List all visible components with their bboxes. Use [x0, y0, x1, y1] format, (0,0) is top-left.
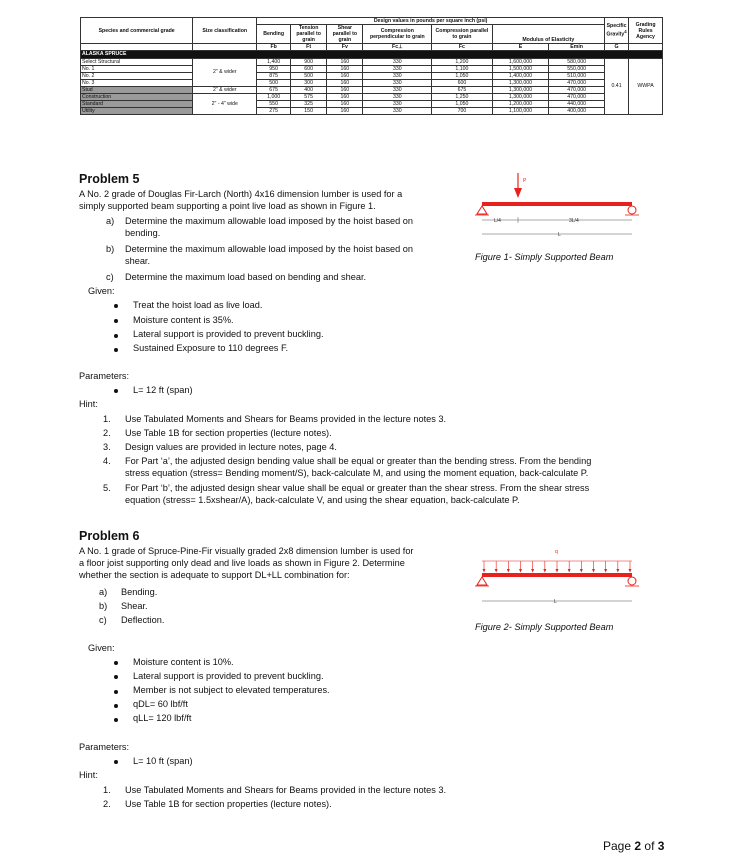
value-cell-fcp: 330: [363, 94, 432, 101]
problem6-given-4: qDL= 60 lbf/ft: [133, 699, 188, 709]
value-cell-emin: 470,000: [549, 79, 605, 86]
distributed-load-arrows: [483, 561, 632, 573]
load-arrow-icon: [543, 569, 546, 573]
value-cell-emin: 580,000: [549, 58, 605, 65]
value-cell-fv: 160: [327, 65, 363, 72]
col-size-header: Size classification: [193, 18, 257, 44]
problem6-hint: Hint:: [79, 770, 98, 780]
grade-cell: Utility: [81, 108, 193, 115]
3l4-label: 3L/4: [569, 218, 579, 224]
figure2-beam-diagram: [470, 543, 650, 621]
figure1-beam-diagram: [470, 168, 650, 250]
value-cell-fv: 160: [327, 58, 363, 65]
grade-cell: Standard: [81, 101, 193, 108]
bullet: [114, 348, 118, 352]
agency-cell: WWPA: [629, 58, 663, 115]
value-cell-ft: 150: [291, 108, 327, 115]
problem6-title: Problem 6: [79, 529, 140, 543]
roller-support-icon: [628, 206, 636, 214]
sym-header: [81, 44, 193, 51]
value-cell-e: 1,100,000: [492, 108, 549, 115]
value-cell-fcp: 330: [363, 79, 432, 86]
load-arrow-icon: [604, 569, 607, 573]
load-arrow-icon: [483, 569, 486, 573]
sym-g: G: [604, 44, 628, 51]
problem5-hint-5: For Part ‘b’, the adjusted design shear value shall be equal or greater than the shear stress. From the shear stress equation (stress= 1.5xshear/A), back-calculate V, and using the shear equation, back-calculate P.: [125, 483, 590, 506]
hint-marker: 1.: [103, 785, 111, 795]
problem5-given-1: Treat the hoist load as live load.: [133, 300, 263, 310]
col-agency-header: Grading Rules Agency: [629, 18, 663, 44]
value-cell-e: 1,400,000: [492, 72, 549, 79]
value-cell-fc: 1,250: [432, 94, 492, 101]
table-row: [81, 86, 663, 93]
figure2-caption: Figure 2- Simply Supported Beam: [475, 622, 614, 632]
value-cell-fb: 275: [257, 108, 291, 115]
pin-support-icon: [477, 577, 487, 585]
hint-marker: 2.: [103, 428, 111, 438]
load-arrow-icon: [495, 569, 498, 573]
size-cell: 2" - 4" wide: [193, 94, 257, 115]
load-arrow-icon: [580, 569, 583, 573]
problem6-hint-1: Use Tabulated Moments and Shears for Beams provided in the lecture notes 3.: [125, 785, 447, 795]
table-row: [81, 58, 663, 65]
size-cell: 2" & wider: [193, 86, 257, 93]
sym-fc: Fc: [432, 44, 492, 51]
value-cell-fv: 160: [327, 79, 363, 86]
figure1-caption: Figure 1- Simply Supported Beam: [475, 252, 614, 262]
value-cell-emin: 400,000: [549, 108, 605, 115]
value-cell-fb: 500: [257, 79, 291, 86]
value-cell-e: 1,600,000: [492, 58, 549, 65]
load-arrow-icon: [519, 569, 522, 573]
roller-support-icon: [628, 577, 636, 585]
value-cell-fv: 160: [327, 108, 363, 115]
value-cell-fc: 675: [432, 86, 492, 93]
hint-marker: 4.: [103, 456, 111, 466]
problem5-c-marker: c): [106, 272, 114, 282]
problem5-b-text: Determine the maximum allowable load imposed by the hoist based on shear.: [125, 244, 414, 267]
problem5-parameters: Parameters:: [79, 371, 130, 381]
table-row: [81, 79, 663, 86]
design-values-header: Design values in pounds per square inch (psi): [257, 18, 605, 25]
sym-fb: Fb: [257, 44, 291, 51]
load-arrow-icon: [556, 569, 559, 573]
bullet: [114, 718, 118, 722]
problem5-a-text: Determine the maximum allowable load imposed by the hoist based on bending.: [125, 216, 414, 239]
problem6-intro: A No. 1 grade of Spruce-Pine-Fir visually graded 2x8 dimension lumber is used for a floor joist supporting only dead and live loads as shown in Figure 2. Determine whether the section is adequate to support DL+LL combination for:: [79, 546, 414, 581]
load-arrow-icon: [531, 569, 534, 573]
grade-cell: Construction: [81, 94, 193, 101]
value-cell-fb: 950: [257, 65, 291, 72]
value-cell-fb: 1,000: [257, 94, 291, 101]
value-cell-e: 1,500,000: [492, 65, 549, 72]
col-tension-header: Tension parallel to grain: [291, 25, 327, 44]
col-comp-perp-header: Compression perpendicular to grain: [363, 25, 432, 44]
value-cell-fc: 1,050: [432, 72, 492, 79]
value-cell-fb: 875: [257, 72, 291, 79]
problem6-given-2: Lateral support is provided to prevent buckling.: [133, 671, 324, 681]
problem6-given-1: Moisture content is 10%.: [133, 657, 234, 667]
problem6-a-marker: a): [99, 587, 108, 597]
load-q-label: q: [555, 549, 558, 555]
load-arrow-icon: [629, 569, 632, 573]
problem6-b-text: Shear.: [121, 601, 148, 611]
value-cell-e: 1,300,000: [492, 79, 549, 86]
bullet: [114, 675, 118, 679]
load-arrow-icon: [592, 569, 595, 573]
value-cell-fc: 600: [432, 79, 492, 86]
value-cell-fcp: 330: [363, 101, 432, 108]
problem6-c-text: Deflection.: [121, 615, 165, 625]
problem6-parameters: Parameters:: [79, 742, 130, 752]
problem5-hint-2: Use Table 1B for section properties (lecture notes).: [125, 428, 332, 438]
beam: [482, 573, 632, 577]
problem5-given-4: Sustained Exposure to 110 degrees F.: [133, 343, 289, 353]
point-load-arrow-icon: [514, 188, 522, 198]
problem5-title: Problem 5: [79, 172, 140, 186]
table-row: [81, 101, 663, 108]
value-cell-e: 1,300,000: [492, 86, 549, 93]
value-cell-fv: 160: [327, 86, 363, 93]
table-row: [81, 72, 663, 79]
problem5-given-2: Moisture content is 35%.: [133, 315, 234, 325]
value-cell-fv: 160: [327, 94, 363, 101]
bullet: [114, 661, 118, 665]
value-cell-emin: 470,000: [549, 94, 605, 101]
bullet: [114, 334, 118, 338]
value-cell-emin: 470,000: [549, 86, 605, 93]
bullet: [114, 704, 118, 708]
bullet: [114, 389, 118, 393]
value-cell-fc: 1,100: [432, 65, 492, 72]
value-cell-fcp: 330: [363, 72, 432, 79]
grade-cell: No. 3: [81, 79, 193, 86]
problem6-param-span: L= 10 ft (span): [133, 756, 193, 766]
grade-cell: Stud: [81, 86, 193, 93]
col-moe-header: Modulus of Elasticity: [492, 25, 604, 44]
size-cell: 2" & wider: [193, 58, 257, 86]
problem6-given-5: qLL= 120 lbf/ft: [133, 713, 192, 723]
value-cell-emin: 550,000: [549, 65, 605, 72]
l4-label: L/4: [494, 218, 501, 224]
sym-fv: Fv: [327, 44, 363, 51]
problem6-a-text: Bending.: [121, 587, 158, 597]
value-cell-emin: 440,000: [549, 101, 605, 108]
problem5-given-3: Lateral support is provided to prevent buckling.: [133, 329, 324, 339]
hint-marker: 2.: [103, 799, 111, 809]
specific-gravity-cell: 0.41: [604, 58, 628, 115]
problem5-param-span: L= 12 ft (span): [133, 385, 193, 395]
problem5-hint-1: Use Tabulated Moments and Shears for Beams provided in the lecture notes 3.: [125, 414, 447, 424]
value-cell-fc: 1,200: [432, 58, 492, 65]
bullet: [114, 760, 118, 764]
page-number: Page 2 of 3: [603, 839, 665, 853]
table-row: [81, 94, 663, 101]
value-cell-ft: 900: [291, 58, 327, 65]
value-cell-fv: 160: [327, 101, 363, 108]
grade-cell: No. 1: [81, 65, 193, 72]
problem6-b-marker: b): [99, 601, 108, 611]
beam: [482, 202, 632, 206]
bullet: [114, 690, 118, 694]
value-cell-emin: 510,000: [549, 72, 605, 79]
value-cell-ft: 575: [291, 94, 327, 101]
problem5-given: Given:: [88, 286, 115, 296]
value-cell-fcp: 330: [363, 108, 432, 115]
problem5-a-marker: a): [106, 216, 115, 226]
problem5-hint: Hint:: [79, 399, 98, 409]
l-label: L: [554, 599, 557, 605]
value-cell-fc: 700: [432, 108, 492, 115]
problem5-hint-3: Design values are provided in lecture notes, page 4.: [125, 442, 337, 452]
load-arrow-icon: [568, 569, 571, 573]
value-cell-fc: 1,050: [432, 101, 492, 108]
value-cell-fcp: 330: [363, 65, 432, 72]
value-cell-fcp: 330: [363, 58, 432, 65]
design-values-table: [80, 17, 663, 115]
col-shear-header: Shear parallel to grain: [327, 25, 363, 44]
load-p-label: P: [523, 178, 527, 184]
section-alaska-spruce: ALASKA SPRUCE: [81, 51, 663, 58]
load-arrow-icon: [616, 569, 619, 573]
sym-ft: Ft: [291, 44, 327, 51]
bullet: [114, 304, 118, 308]
pin-support-icon: [477, 206, 487, 214]
value-cell-e: 1,300,000: [492, 94, 549, 101]
value-cell-fb: 675: [257, 86, 291, 93]
load-arrow-icon: [507, 569, 510, 573]
problem6-c-marker: c): [99, 615, 107, 625]
bullet: [114, 319, 118, 323]
col-species-header: Species and commercial grade: [81, 18, 193, 44]
problem6-given: Given:: [88, 643, 115, 653]
hint-marker: 1.: [103, 414, 111, 424]
grade-cell: No. 2: [81, 72, 193, 79]
value-cell-ft: 325: [291, 101, 327, 108]
problem5-c-text: Determine the maximum load based on bending and shear.: [125, 272, 367, 282]
col-sg-header: Specific Gravity$^4$: [604, 18, 628, 44]
problem5-hint-4: For Part ‘a’, the adjusted design bending value shall be equal or greater than the bending stress. From the bending stress equation (stress= Bending moment/S), back-calculate M, and using the moment equation, back-calculate P.: [125, 456, 592, 479]
value-cell-fcp: 330: [363, 86, 432, 93]
col-bending-header: Bending: [257, 25, 291, 44]
hint-marker: 3.: [103, 442, 111, 452]
grade-cell: Select Structural: [81, 58, 193, 65]
value-cell-fv: 160: [327, 72, 363, 79]
col-comp-par-header: Compression parallel to grain: [432, 25, 492, 44]
sym-fcperp: Fc⊥: [363, 44, 432, 51]
value-cell-ft: 400: [291, 86, 327, 93]
problem5-intro: A No. 2 grade of Douglas Fir-Larch (North) 4x16 dimension lumber is used for a simply supported beam supporting a point live load as shown in Figure 1.: [79, 189, 403, 212]
value-cell-ft: 600: [291, 65, 327, 72]
problem5-b-marker: b): [106, 244, 115, 254]
value-cell-e: 1,200,000: [492, 101, 549, 108]
table-row: [81, 108, 663, 115]
l-label: L: [558, 232, 561, 238]
sym-e: E: [492, 44, 549, 51]
sym-emin: Emin: [549, 44, 605, 51]
value-cell-fb: 550: [257, 101, 291, 108]
value-cell-ft: 300: [291, 79, 327, 86]
problem6-given-3: Member is not subject to elevated temperatures.: [133, 685, 330, 695]
problem6-hint-2: Use Table 1B for section properties (lecture notes).: [125, 799, 332, 809]
table-row: [81, 65, 663, 72]
hint-marker: 5.: [103, 483, 111, 493]
value-cell-fb: 1,400: [257, 58, 291, 65]
value-cell-ft: 500: [291, 72, 327, 79]
